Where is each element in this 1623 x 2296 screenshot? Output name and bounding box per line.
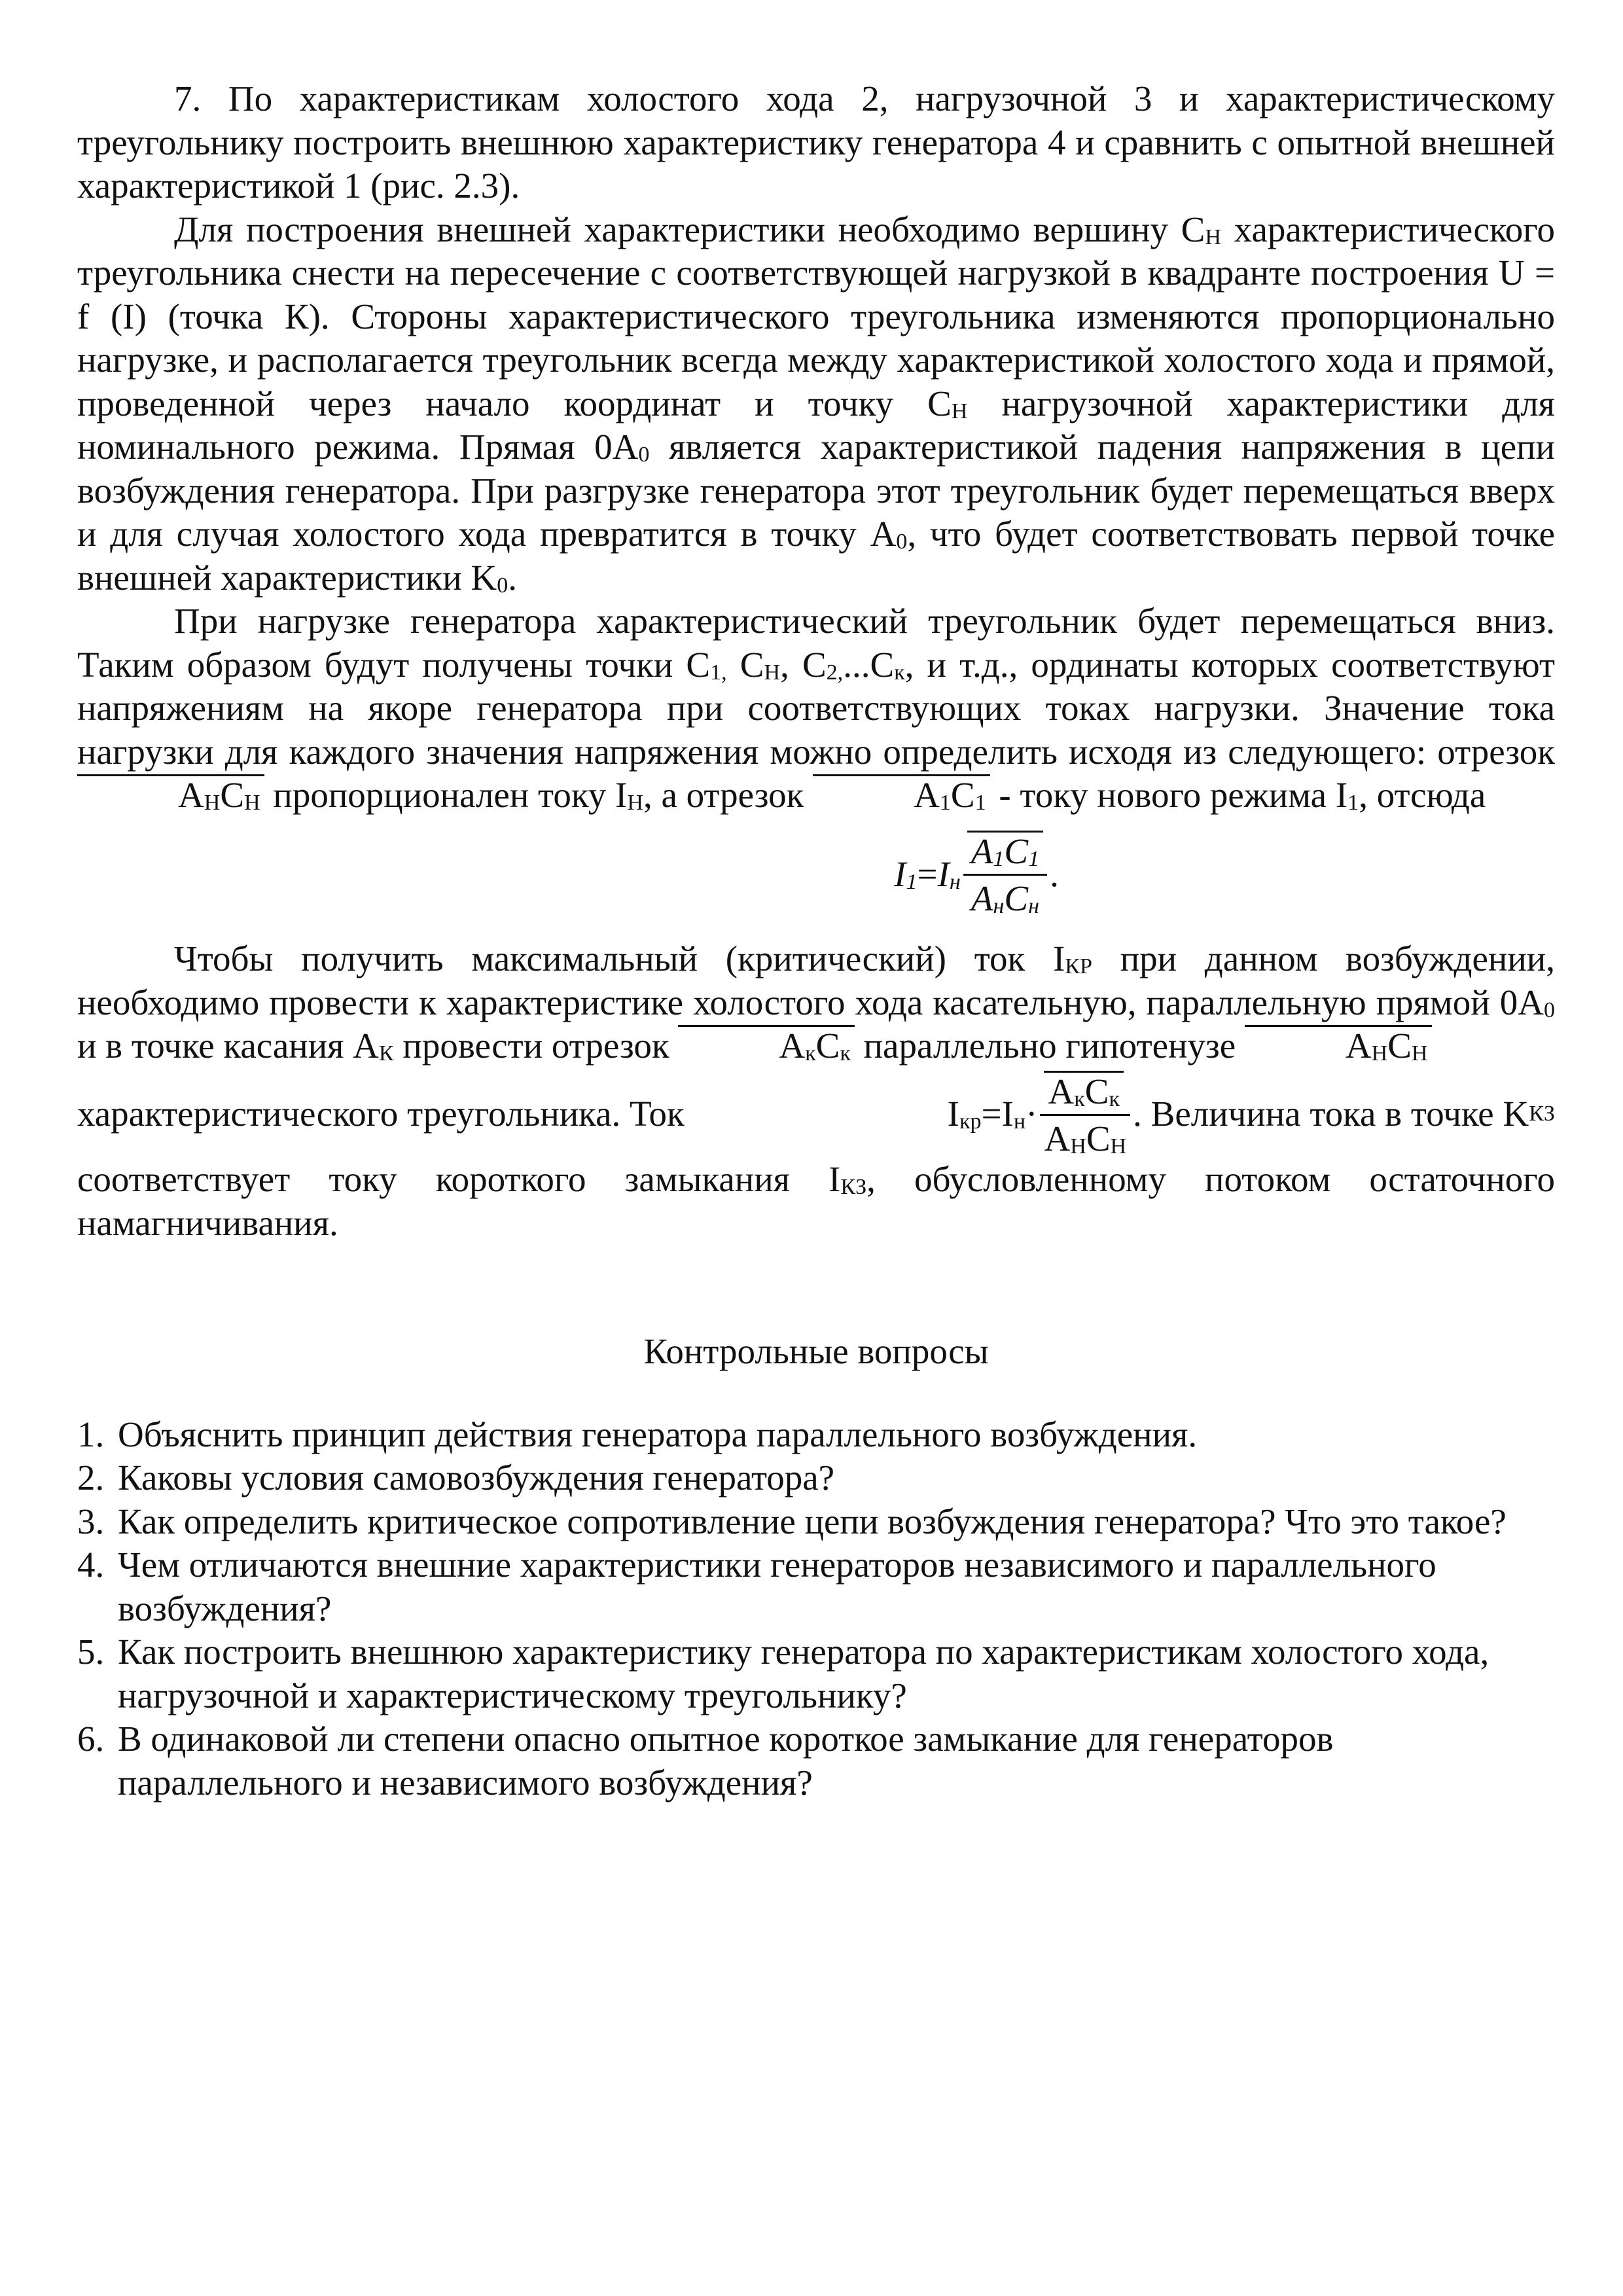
question-item: 5. Как построить внешнюю характеристику генератора по характеристикам холостого хода, нагрузочной и характеристическому треугольнику? — [77, 1632, 1489, 1715]
paragraph-item-7: 7. По характеристикам холостого хода 2, нагрузочной 3 и характеристическому треугольнику построить внешнюю характеристику генератора 4 и сравнить с опытной внешней характеристикой 1 (рис. 2.3). — [77, 79, 1555, 206]
equation-ikr-line: характеристического треугольника. Ток $I_{кр}=I_н\cdot$ $\frac{A_кC_к}{A_НC_Н}$ . Величина тока в точке KКЗ — [77, 1071, 1555, 1159]
question-item: 2. Каковы условия самовозбуждения генератора? — [77, 1458, 835, 1498]
paragraph-critical-current: Чтобы получить максимальный (критический) ток $I_{КР}$ при данном возбуждении, необходимо провести к характеристике холостого хода касательную, параллельную прямой $0A_0$ и в точке касания $A_К$ провести отрезок $A_кC_к$ параллельно гипотенузе $A_НC_Н$ — [77, 939, 1555, 1066]
segment-an-cn: $A_НC_Н$ — [77, 774, 264, 814]
question-item: 3. Как определить критическое сопротивление цепи возбуждения генератора? Что это такое? — [77, 1501, 1507, 1541]
fraction-akck-ancn: $\frac{A_кC_к}{A_НC_Н}$ — [1040, 1071, 1130, 1158]
paragraph-construction: Для построения внешней характеристики необходимо вершину $C_Н$ характеристического треугольника снести на пересечение с соответствующей нагрузкой в квадранте построения U = f (I) (точка К). Стороны характеристического треугольника изменяются пропорционально нагрузке, и располагается треугольник всегда между характеристикой холостого хода и прямой, проведенной через начало координат и точку $C_Н$ нагрузочной характеристики для номинального режима. Прямая $0A_0$ является характеристикой падения напряжения в цепи возбуждения генератора. При разгрузке генератора этот треугольник будет перемещаться вверх и для случая холостого хода превратится в точку $A_0$, что будет соответствовать первой точке внешней характеристики $K_0$. — [77, 209, 1555, 598]
question-item: 4. Чем отличаются внешние характеристики генераторов независимого и параллельного возбуждения? — [77, 1545, 1436, 1628]
equation-i1: $I_1=I_н$ $\frac{A_1C_1}{A_нC_н}$ . — [894, 831, 1059, 919]
section-heading: Контрольные вопросы — [643, 1331, 989, 1371]
segment-ak-ck: $A_кC_к$ — [678, 1025, 855, 1065]
question-item: 1. Объяснить принцип действия генератора параллельного возбуждения. — [77, 1414, 1198, 1454]
paragraph-load: При нагрузке генератора характеристический треугольник будет перемещаться вниз. Таким образом будут получены точки $C_{1,}$ $C_Н$, $C_{2,}...C_к$, и т.д., ординаты которых соответствуют напряжениям на якоре генератора при соответствующих токах нагрузки. Значение тока нагрузки для каждого значения напряжения можно определить исходя из следующего: отрезок $A_НC_Н$ пропорционален току $I_Н$, а отрезок $A_1C_1$ - току нового режима $I_1$, отсюда — [77, 601, 1556, 816]
fraction-a1c1-ancn: $\frac{A_1C_1}{A_нC_н}$ — [963, 831, 1047, 918]
question-item: 6. В одинаковой ли степени опасно опытное короткое замыкание для генераторов параллельного и независимого возбуждения? — [77, 1719, 1334, 1803]
paragraph-short-circuit: соответствует току короткого замыкания $I_{КЗ}$, обусловленному потоком остаточного намагничивания. — [77, 1159, 1555, 1243]
questions-list — [77, 1413, 1555, 1805]
segment-an-cn-2: $A_НC_Н$ — [1245, 1025, 1432, 1065]
segment-a1-c1: $A_1C_1$ — [813, 774, 990, 814]
document-page — [77, 77, 1555, 1804]
